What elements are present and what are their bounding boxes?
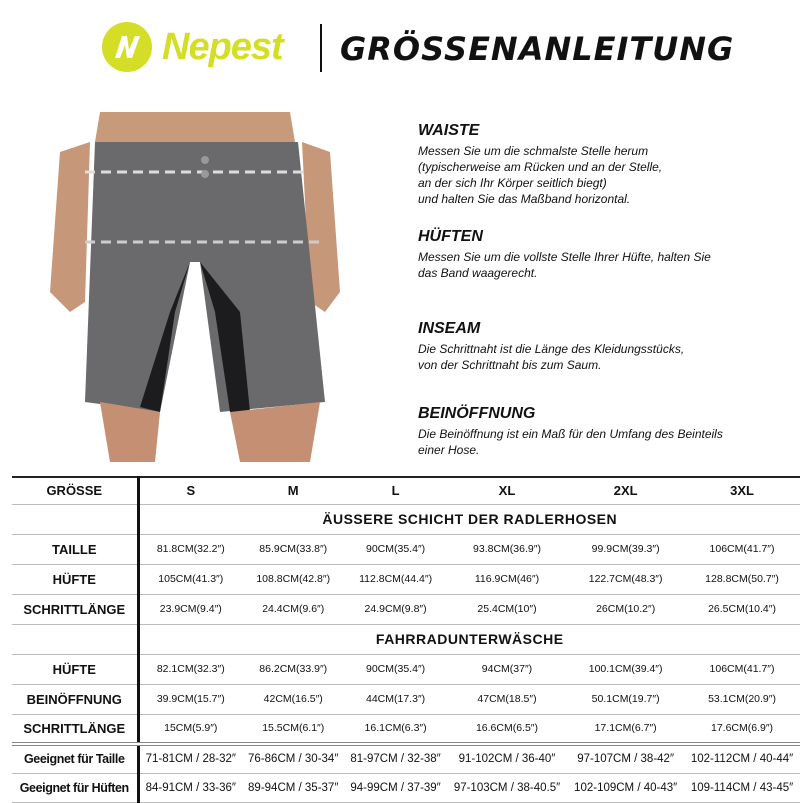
row-label: HÜFTE bbox=[12, 564, 138, 594]
table-cell: XL bbox=[447, 477, 567, 504]
table-cell: 89-94CM / 35-37″ bbox=[242, 773, 344, 802]
brand-logo bbox=[102, 22, 283, 72]
table-cell: 24.9CM(9.8″) bbox=[344, 594, 446, 624]
table-cell: 17.1CM(6.7″) bbox=[567, 714, 684, 744]
table-cell: 100.1CM(39.4″) bbox=[567, 654, 684, 684]
table-cell: 97-103CM / 38-40.5″ bbox=[447, 773, 567, 802]
brand-name: Nepest bbox=[162, 25, 283, 68]
table-cell: 17.6CM(6.9″) bbox=[684, 714, 800, 744]
row-label: BEINÖFFNUNG bbox=[12, 684, 138, 714]
measure-title: INSEAM bbox=[418, 320, 481, 337]
table-row bbox=[12, 714, 800, 744]
row-label: SCHRITTLÄNGE bbox=[12, 714, 138, 744]
section-title: ÄUSSERE SCHICHT DER RADLERHOSEN bbox=[138, 504, 800, 534]
table-cell: 76-86CM / 30-34″ bbox=[242, 744, 344, 773]
row-label: GRÖSSE bbox=[12, 477, 138, 504]
table-cell: 94-99CM / 37-39″ bbox=[344, 773, 446, 802]
table-cell: 109-114CM / 43-45″ bbox=[684, 773, 800, 802]
table-cell: 39.9CM(15.7″) bbox=[138, 684, 242, 714]
table-cell: 16.6CM(6.5″) bbox=[447, 714, 567, 744]
table-row bbox=[12, 564, 800, 594]
measure-text: Die Beinöffnung ist ein Maß für den Umfang des Beinteils einer Hose. bbox=[418, 427, 723, 457]
table-cell: 90CM(35.4″) bbox=[344, 534, 446, 564]
table-cell: 112.8CM(44.4″) bbox=[344, 564, 446, 594]
measure-waist bbox=[418, 122, 788, 207]
table-cell: 105CM(41.3″) bbox=[138, 564, 242, 594]
table-cell: L bbox=[344, 477, 446, 504]
table-cell: 53.1CM(20.9″) bbox=[684, 684, 800, 714]
table-cell: 42CM(16.5″) bbox=[242, 684, 344, 714]
table-row bbox=[12, 654, 800, 684]
row-label: SCHRITTLÄNGE bbox=[12, 594, 138, 624]
table-cell: 86.2CM(33.9″) bbox=[242, 654, 344, 684]
table-cell: 50.1CM(19.7″) bbox=[567, 684, 684, 714]
table-cell: 44CM(17.3″) bbox=[344, 684, 446, 714]
table-cell: 2XL bbox=[567, 477, 684, 504]
page-title: GRÖSSENANLEITUNG bbox=[340, 30, 735, 68]
measure-leg-opening bbox=[418, 405, 788, 458]
table-cell: 106CM(41.7″) bbox=[684, 534, 800, 564]
table-row bbox=[12, 477, 800, 504]
table-cell: 47CM(18.5″) bbox=[447, 684, 567, 714]
table-cell: 23.9CM(9.4″) bbox=[138, 594, 242, 624]
measure-text: Die Schrittnaht ist die Länge des Kleidungsstücks, von der Schrittnaht bis zum Saum. bbox=[418, 342, 685, 372]
table-cell: 106CM(41.7″) bbox=[684, 654, 800, 684]
measure-text: Messen Sie um die vollste Stelle Ihrer Hüfte, halten Sie das Band waagerecht. bbox=[418, 250, 711, 280]
table-cell: 102-109CM / 40-43″ bbox=[567, 773, 684, 802]
table-row bbox=[12, 534, 800, 564]
table-cell: 15.5CM(6.1″) bbox=[242, 714, 344, 744]
product-photo-shorts bbox=[40, 112, 350, 462]
measure-title: WAISTE bbox=[418, 122, 480, 139]
table-cell: 81.8CM(32.2″) bbox=[138, 534, 242, 564]
table-cell: 128.8CM(50.7″) bbox=[684, 564, 800, 594]
table-row bbox=[12, 684, 800, 714]
measure-title: BEINÖFFNUNG bbox=[418, 405, 536, 422]
row-label: TAILLE bbox=[12, 534, 138, 564]
table-cell: 3XL bbox=[684, 477, 800, 504]
section-title: FAHRRADUNTERWÄSCHE bbox=[138, 624, 800, 654]
table-cell: 116.9CM(46″) bbox=[447, 564, 567, 594]
size-table bbox=[12, 476, 800, 803]
table-cell: 122.7CM(48.3″) bbox=[567, 564, 684, 594]
header-divider bbox=[320, 24, 322, 72]
empty-cell bbox=[12, 504, 138, 534]
table-cell: 81-97CM / 32-38″ bbox=[344, 744, 446, 773]
table-cell: S bbox=[138, 477, 242, 504]
measure-title: HÜFTEN bbox=[418, 228, 483, 245]
measure-text: Messen Sie um die schmalste Stelle herum (typischerweise am Rücken und an der Stelle, an der sich Ihr Körper seitlich biegt) und halten Sie das Maßband horizontal. bbox=[418, 144, 663, 206]
section-row bbox=[12, 624, 800, 654]
table-cell: 16.1CM(6.3″) bbox=[344, 714, 446, 744]
table-cell: 26.5CM(10.4″) bbox=[684, 594, 800, 624]
table-cell: 90CM(35.4″) bbox=[344, 654, 446, 684]
table-cell: 82.1CM(32.3″) bbox=[138, 654, 242, 684]
table-cell: 99.9CM(39.3″) bbox=[567, 534, 684, 564]
table-cell: 93.8CM(36.9″) bbox=[447, 534, 567, 564]
row-label: HÜFTE bbox=[12, 654, 138, 684]
table-row bbox=[12, 773, 800, 802]
row-label: Geeignet für Hüften bbox=[12, 773, 138, 802]
table-cell: 102-112CM / 40-44″ bbox=[684, 744, 800, 773]
table-cell: 84-91CM / 33-36″ bbox=[138, 773, 242, 802]
table-cell: 15CM(5.9″) bbox=[138, 714, 242, 744]
table-cell: 97-107CM / 38-42″ bbox=[567, 744, 684, 773]
table-cell: 24.4CM(9.6″) bbox=[242, 594, 344, 624]
row-label: Geeignet für Taille bbox=[12, 744, 138, 773]
table-cell: 26CM(10.2″) bbox=[567, 594, 684, 624]
table-row bbox=[12, 744, 800, 773]
section-row bbox=[12, 504, 800, 534]
table-cell: 71-81CM / 28-32″ bbox=[138, 744, 242, 773]
table-cell: 25.4CM(10″) bbox=[447, 594, 567, 624]
measure-hips bbox=[418, 228, 788, 281]
table-cell: 91-102CM / 36-40″ bbox=[447, 744, 567, 773]
measure-inseam bbox=[418, 320, 788, 373]
logo-n-icon bbox=[102, 22, 152, 72]
table-cell: 108.8CM(42.8″) bbox=[242, 564, 344, 594]
table-cell: M bbox=[242, 477, 344, 504]
table-cell: 85.9CM(33.8″) bbox=[242, 534, 344, 564]
table-row bbox=[12, 594, 800, 624]
empty-cell bbox=[12, 624, 138, 654]
table-cell: 94CM(37″) bbox=[447, 654, 567, 684]
